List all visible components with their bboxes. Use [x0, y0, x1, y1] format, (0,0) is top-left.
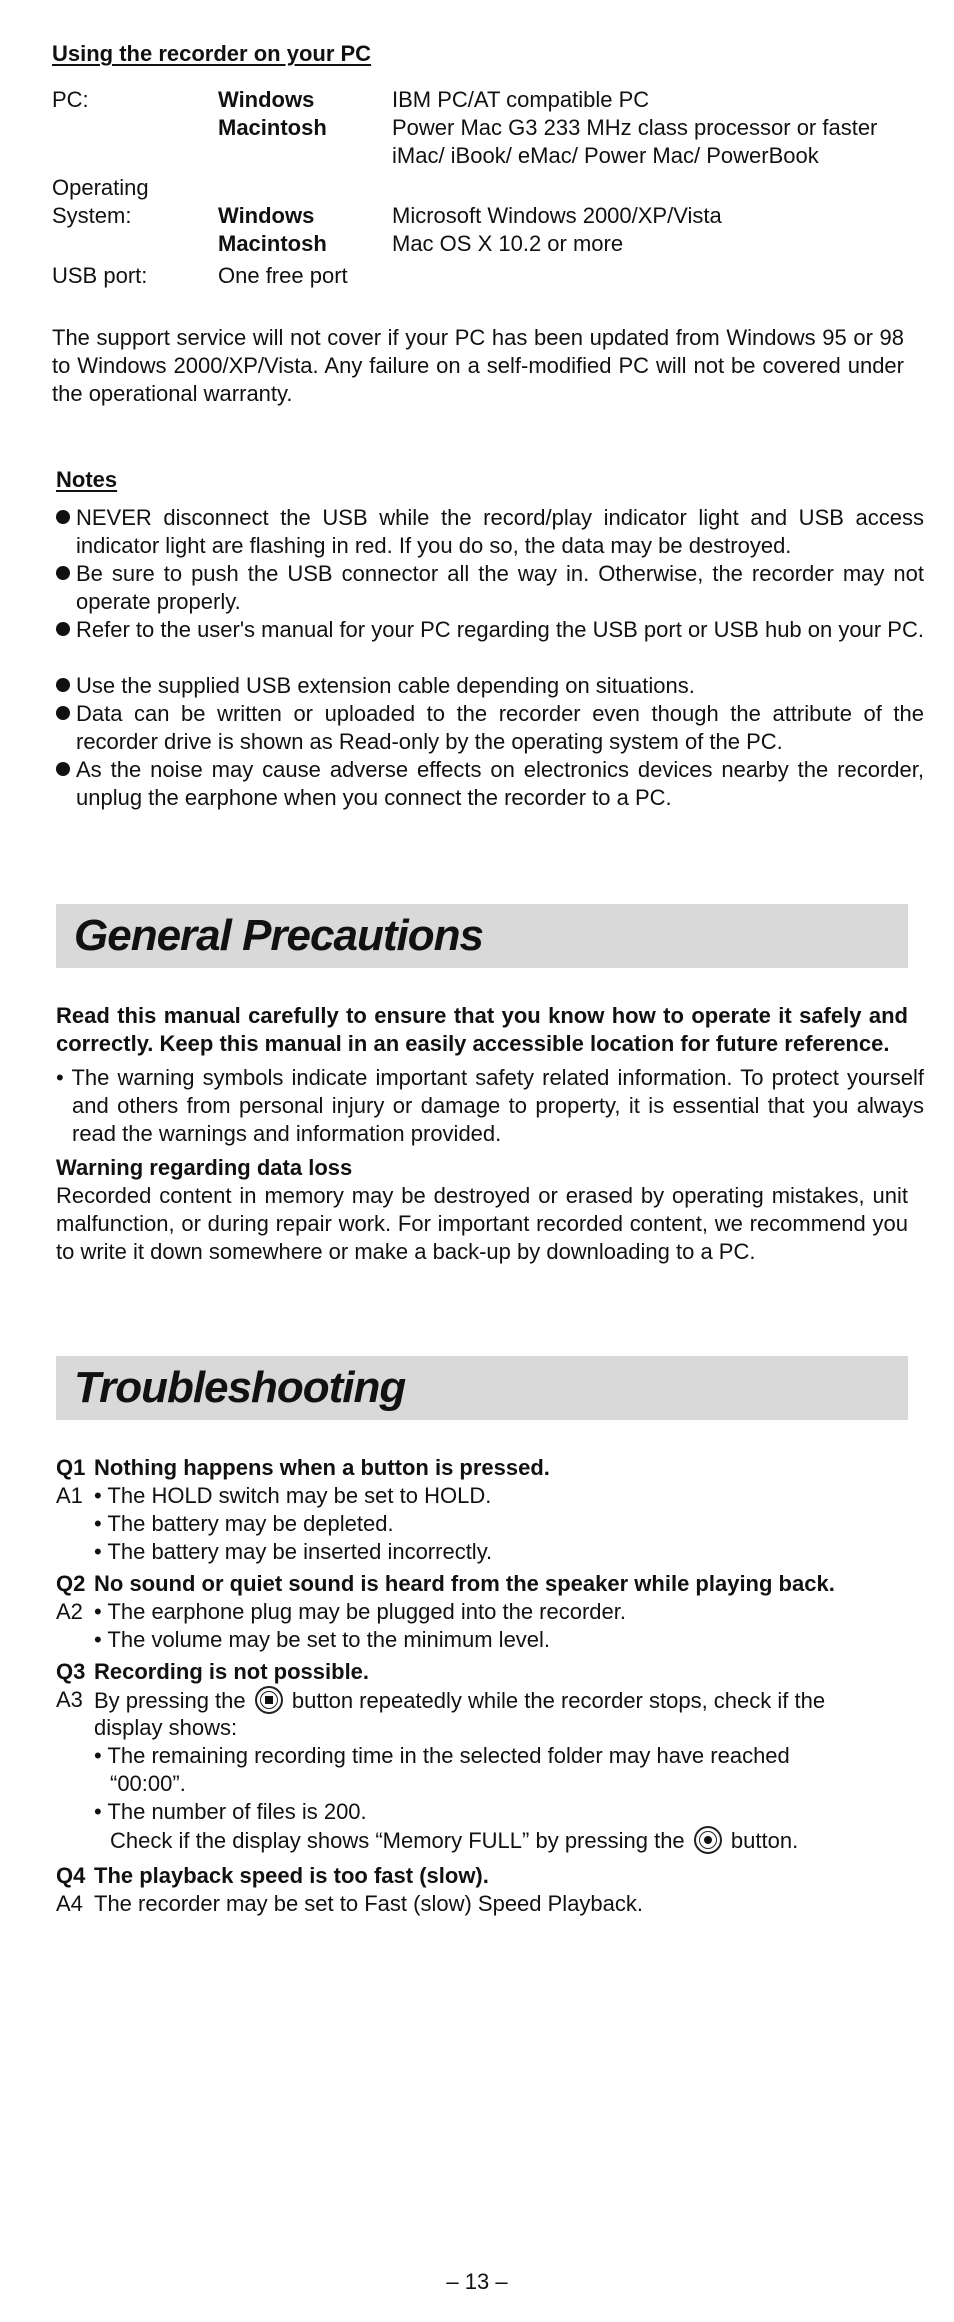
answer-line-record: Check if the display shows “Memory FULL” by pressing the button. — [110, 1828, 799, 1853]
section-title-pc: Using the recorder on your PC — [52, 41, 372, 66]
record-button-icon — [694, 1826, 722, 1854]
spec-os-macintosh: Macintosh — [218, 115, 327, 140]
spec-os-windows: Windows — [218, 87, 315, 112]
answer-text: • The remaining recording time in the selected folder may have reached — [94, 1743, 790, 1768]
spec-label-os: Operating — [52, 175, 149, 200]
spec-label-os-2: System: — [52, 203, 132, 228]
answer-key: A3 — [56, 1687, 83, 1712]
spec-value: Mac OS X 10.2 or more — [392, 231, 624, 256]
spec-row-pc-windows — [52, 86, 912, 114]
spec-row-pc-mac-2 — [52, 142, 912, 170]
bullet-icon — [56, 678, 70, 692]
precautions-bullet: • The warning symbols indicate important safety related information. To protect yourself and others from personal injury or damage to property, it is essential that you always read the warnings and information provided. — [56, 1065, 924, 1146]
stop-button-icon — [255, 1686, 283, 1714]
spec-row-usb — [52, 262, 912, 290]
answer-key: A4 — [56, 1891, 83, 1916]
bullet-icon — [56, 510, 70, 524]
warning-title: Warning regarding data loss — [56, 1155, 353, 1180]
answer-text: • The HOLD switch may be set to HOLD. — [94, 1483, 492, 1508]
support-paragraph: The support service will not cover if your PC has been updated from Windows 95 or 98 to Windows 2000/XP/Vista. Any failure on a self-modified PC will not be covered under the operational warranty. — [52, 325, 904, 406]
answer-text: display shows: — [94, 1715, 238, 1740]
bullet-icon — [56, 566, 70, 580]
answer-key: A2 — [56, 1599, 83, 1624]
question-key: Q2 — [56, 1571, 86, 1596]
question-key: Q3 — [56, 1659, 86, 1684]
spec-os-macintosh: Macintosh — [218, 231, 327, 256]
note-item: As the noise may cause adverse effects on electronics devices nearby the recorder, unplug the earphone when you connect the recorder to a PC. — [56, 756, 924, 812]
page-number: – 13 – — [446, 2269, 508, 2294]
spec-row-pc-mac — [52, 114, 912, 142]
precautions-title: General Precautions — [74, 911, 483, 960]
answer-line-stop: By pressing the button repeatedly while the recorder stops, check if the — [94, 1688, 826, 1713]
warning-text: Recorded content in memory may be destroyed or erased by operating mistakes, unit malfunction, or during repair work. For important recorded content, we recommend you to write it down somewhere or make a back-up by downloading to a PC. — [56, 1183, 908, 1264]
answer-text: • The number of files is 200. — [94, 1799, 367, 1824]
answer-text: • The battery may be inserted incorrectly. — [94, 1539, 493, 1564]
answer-text: The recorder may be set to Fast (slow) Speed Playback. — [94, 1891, 644, 1916]
note-item: Use the supplied USB extension cable depending on situations. — [56, 672, 924, 700]
spec-value: IBM PC/AT compatible PC — [392, 87, 650, 112]
spec-value: Microsoft Windows 2000/XP/Vista — [392, 203, 722, 228]
question-key: Q4 — [56, 1863, 86, 1888]
note-item: Refer to the user's manual for your PC regarding the USB port or USB hub on your PC. — [56, 616, 924, 644]
bullet-icon — [56, 762, 70, 776]
answer-text: • The earphone plug may be plugged into the recorder. — [94, 1599, 626, 1624]
precautions-banner — [56, 904, 908, 968]
troubleshooting-title: Troubleshooting — [74, 1363, 406, 1412]
note-item: NEVER disconnect the USB while the record/play indicator light and USB access indicator light are flashing in red. If you do so, the data may be destroyed. — [56, 504, 924, 560]
spec-os-windows: Windows — [218, 203, 315, 228]
precautions-intro: Read this manual carefully to ensure that you know how to operate it safely and correctly. Keep this manual in an easily accessible location for future reference. — [56, 1003, 908, 1056]
question-text: Recording is not possible. — [94, 1659, 370, 1684]
question-text: No sound or quiet sound is heard from the speaker while playing back. — [94, 1571, 835, 1596]
answer-text: • The battery may be depleted. — [94, 1511, 394, 1536]
answer-text: • The volume may be set to the minimum level. — [94, 1627, 551, 1652]
bullet-icon — [56, 706, 70, 720]
bullet-icon — [56, 622, 70, 636]
question-text: The playback speed is too fast (slow). — [94, 1863, 489, 1888]
spec-label-pc: PC: — [52, 87, 89, 112]
spec-row-os-label — [52, 174, 912, 202]
troubleshooting-banner — [56, 1356, 908, 1420]
spec-label-usb: USB port: — [52, 263, 148, 288]
question-text: Nothing happens when a button is pressed. — [94, 1455, 550, 1480]
answer-key: A1 — [56, 1483, 83, 1508]
note-item: Data can be written or uploaded to the recorder even though the attribute of the recorder drive is shown as Read-only by the operating system of the PC. — [56, 700, 924, 756]
answer-text: “00:00”. — [110, 1771, 186, 1796]
question-key: Q1 — [56, 1455, 86, 1480]
spec-row-os-mac — [52, 230, 912, 258]
spec-value: One free port — [218, 263, 348, 288]
spec-value: iMac/ iBook/ eMac/ Power Mac/ PowerBook — [392, 143, 819, 168]
spec-row-os-windows — [52, 202, 912, 230]
note-item: Be sure to push the USB connector all the way in. Otherwise, the recorder may not operate properly. — [56, 560, 924, 616]
notes-title: Notes — [56, 467, 118, 492]
spec-value: Power Mac G3 233 MHz class processor or faster — [392, 115, 878, 140]
